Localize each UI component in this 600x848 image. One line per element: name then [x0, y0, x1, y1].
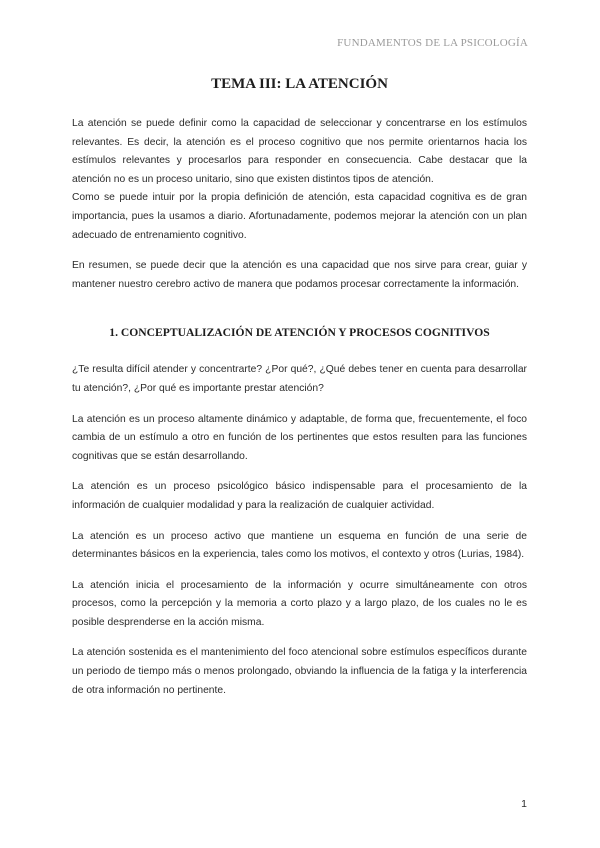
document-body: [72, 76, 527, 700]
running-header: FUNDAMENTOS DE LA PSICOLOGÍA: [337, 37, 528, 49]
section-paragraph: La atención sostenida es el mantenimiento del foco atencional sobre estímulos específicos durante un periodo de tiempo más o menos prolongado, obviando la influencia de la fatiga y la interferencia de otra información no pertinente.: [72, 647, 527, 696]
section-paragraph: La atención es un proceso psicológico básico indispensable para el procesamiento de la información de cualquier modalidad y para la realización de cualquier actividad.: [72, 481, 527, 511]
section-paragraph: ¿Te resulta difícil atender y concentrarte? ¿Por qué?, ¿Qué debes tener en cuenta para desarrollar tu atención?, ¿Por qué es importante prestar atención?: [72, 364, 527, 394]
intro-paragraph: En resumen, se puede decir que la atención es una capacidad que nos sirve para crear, guiar y mantener nuestro cerebro activo de manera que podamos procesar correctamente la información.: [72, 260, 527, 290]
intro-paragraph: Como se puede intuir por la propia definición de atención, esta capacidad cognitiva es de gran importancia, pues la usamos a diario. Afortunadamente, podemos mejorar la atención con un plan adecuado de entrenamiento cognitivo.: [72, 192, 527, 241]
document-title: TEMA III: LA ATENCIÓN: [211, 76, 388, 92]
intro-paragraph: La atención se puede definir como la capacidad de seleccionar y concentrarse en los estímulos relevantes. Es decir, la atención es el proceso cognitivo que nos permite orientarnos hacia los estímulos relevantes y procesarlos para responder en consecuencia. Cabe destacar que la atención no es un proceso unitario, sino que existen distintos tipos de atención.: [72, 118, 527, 185]
section-paragraph: La atención inicia el procesamiento de la información y ocurre simultáneamente con otros procesos, como la percepción y la memoria a corto plazo y a largo plazo, de los cuales no le es posible desprenderse en la acción misma.: [72, 579, 527, 628]
section-heading: 1. CONCEPTUALIZACIÓN DE ATENCIÓN Y PROCESOS COGNITIVOS: [109, 326, 490, 340]
section-paragraph: La atención es un proceso altamente dinámico y adaptable, de forma que, frecuentemente, el foco cambia de un estímulo a otro en función de los pertinentes que estos resulten para las funciones cognitivas que se están desarrollando.: [72, 413, 527, 462]
section-paragraph: La atención es un proceso activo que mantiene un esquema en función de una serie de determinantes básicos en la experiencia, tales como los motivos, el contexto y otros (Lurias, 1984).: [72, 530, 527, 561]
page-number: 1: [521, 798, 527, 810]
